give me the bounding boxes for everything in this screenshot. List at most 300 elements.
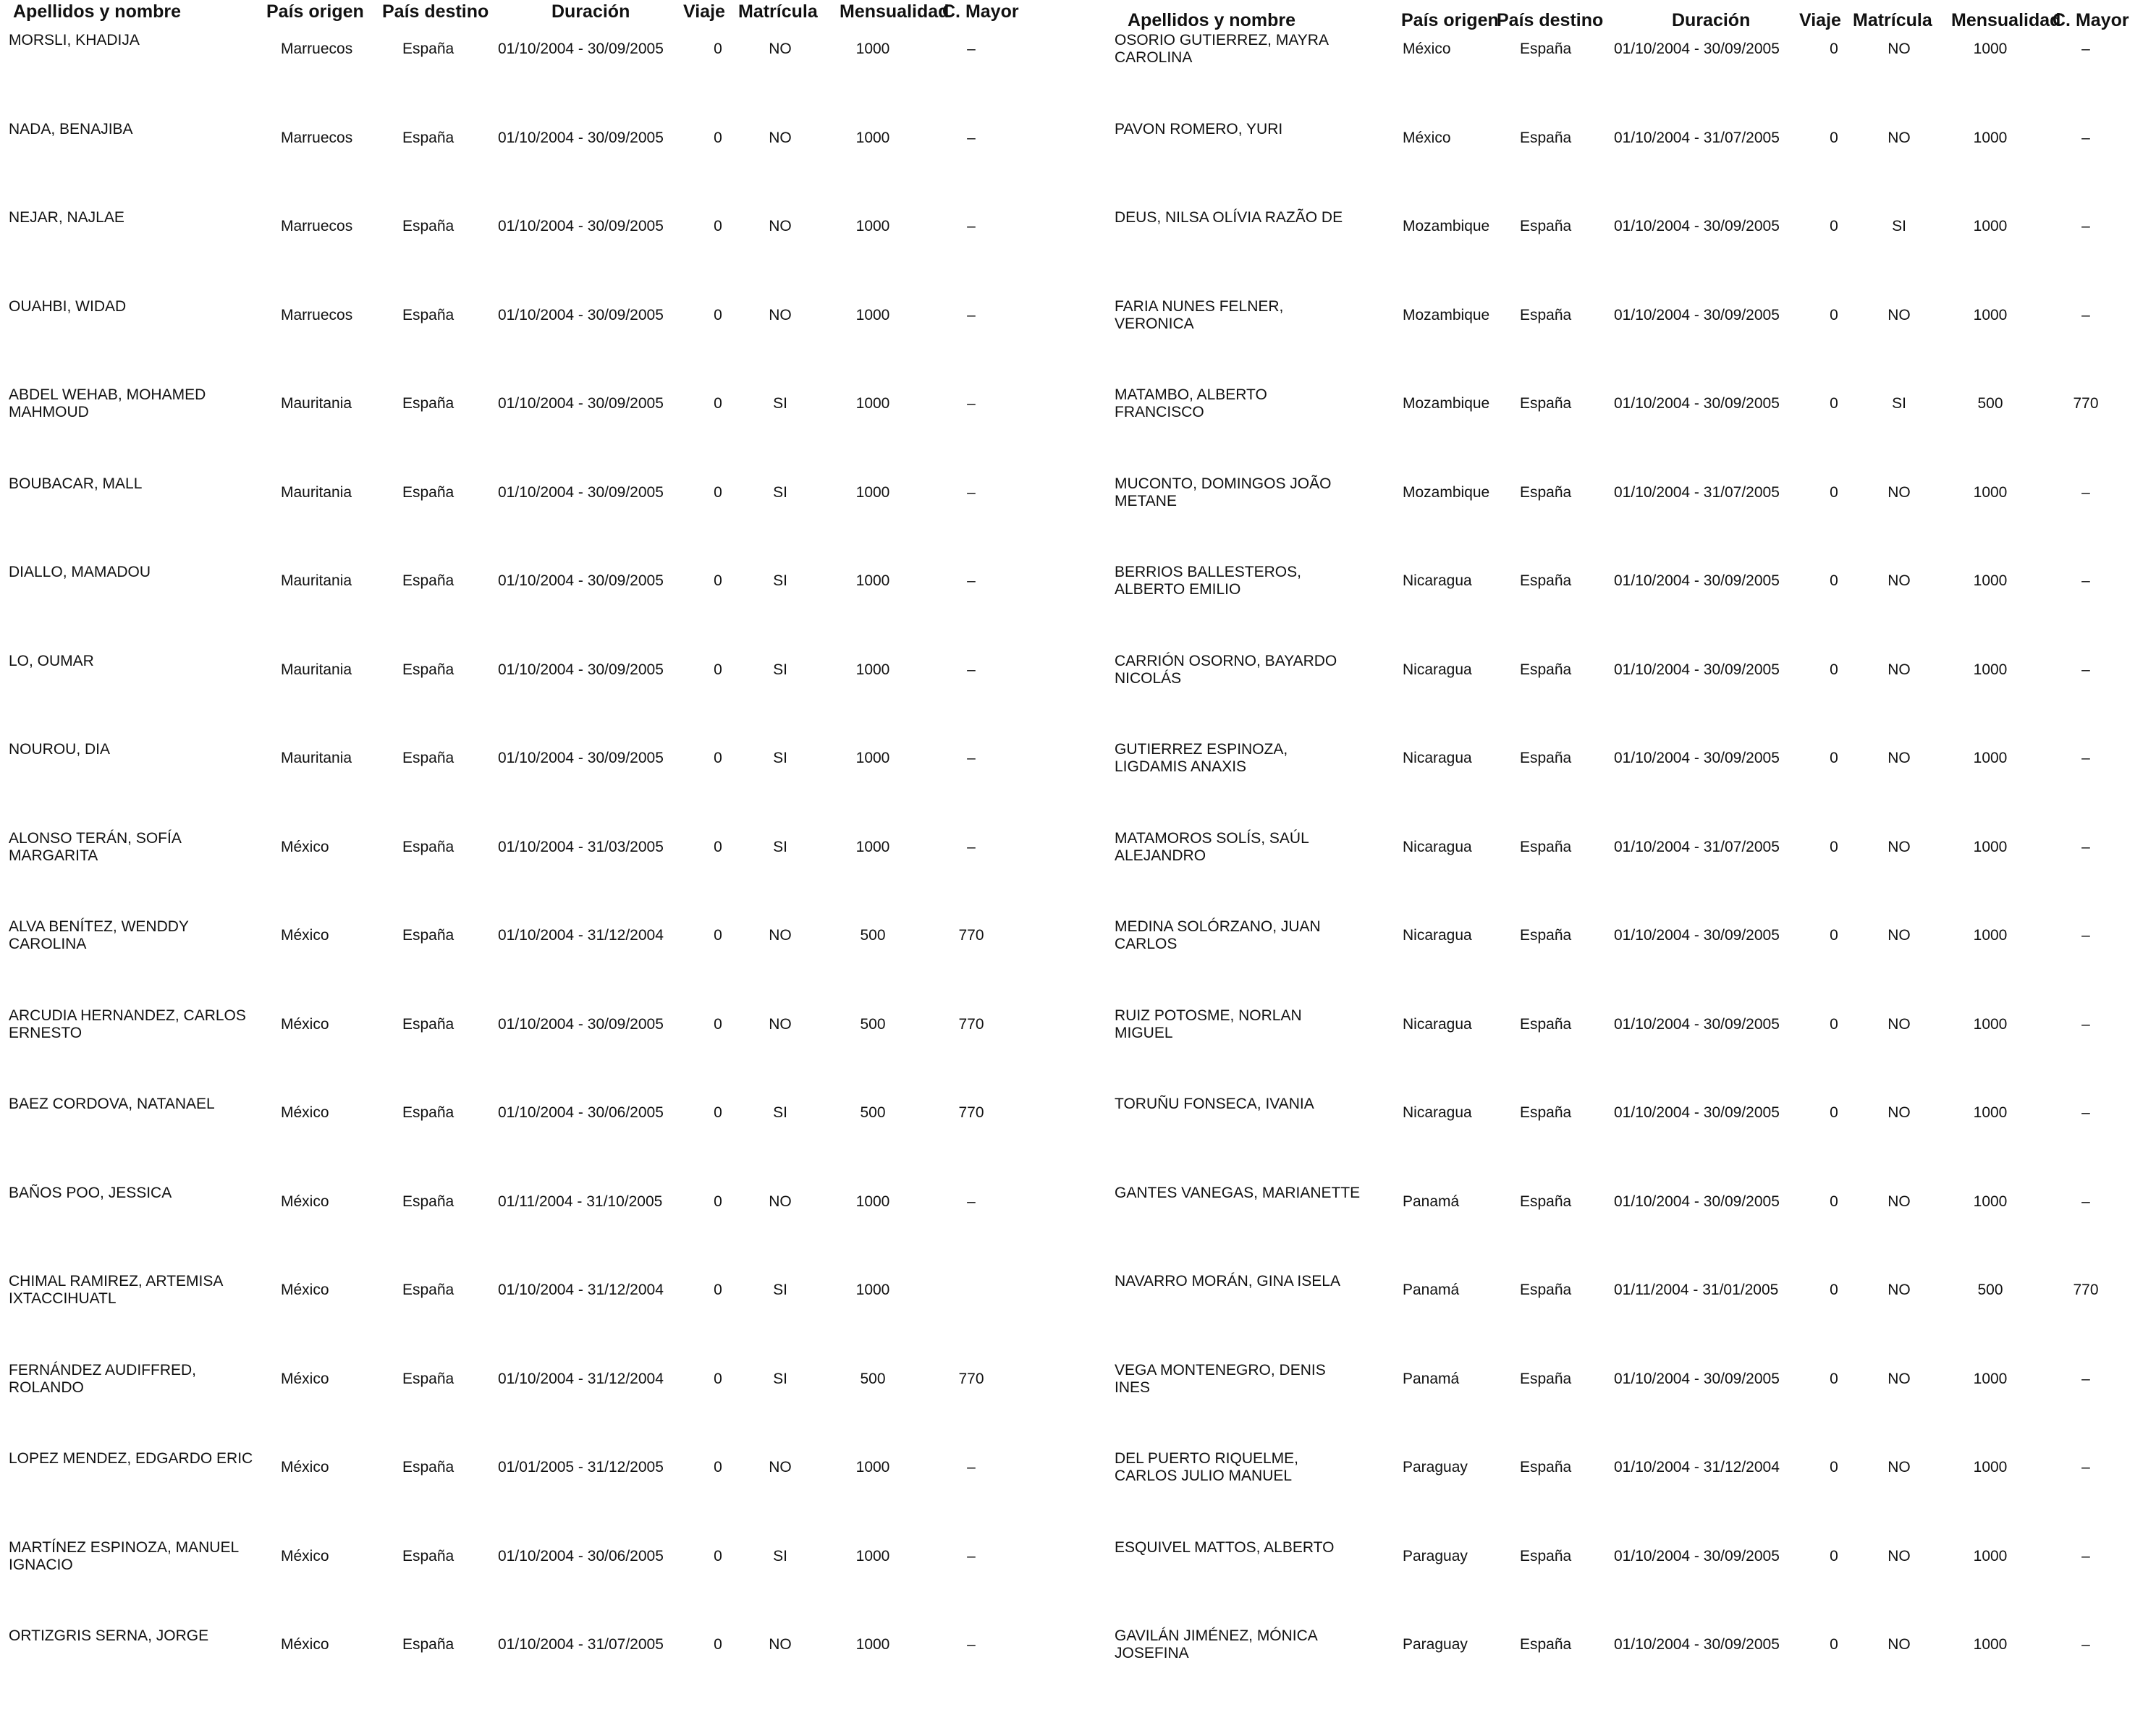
table-row	[1086, 1449, 2156, 1538]
cell-destination: España	[1520, 41, 1572, 57]
cell-name: FARIA NUNES FELNER, VERONICA	[1115, 297, 1284, 332]
cell-destination: España	[1520, 750, 1572, 766]
cell-mensualidad: 1000	[855, 838, 890, 855]
cell-duration: 01/10/2004 - 30/09/2005	[1614, 572, 1780, 589]
cell-duration: 01/10/2004 - 30/09/2005	[498, 661, 664, 678]
cell-origin: Mozambique	[1403, 218, 1490, 234]
cell-matricula: NO	[1887, 838, 1911, 855]
cell-origin: Nicaragua	[1403, 1104, 1472, 1121]
cell-origin: Nicaragua	[1403, 927, 1472, 944]
cell-c-mayor: –	[2081, 927, 2090, 944]
cell-viaje: 0	[714, 1282, 722, 1298]
cell-duration: 01/10/2004 - 30/06/2005	[498, 1104, 664, 1121]
table-row	[0, 474, 1071, 563]
cell-name: DEL PUERTO RIQUELME, CARLOS JULIO MANUEL	[1115, 1450, 1299, 1484]
cell-name: BAEZ CORDOVA, NATANAEL	[9, 1096, 215, 1112]
cell-duration: 01/10/2004 - 30/09/2005	[498, 750, 664, 766]
cell-matricula: NO	[1887, 306, 1911, 323]
cell-duration: 01/10/2004 - 31/07/2005	[1614, 483, 1780, 501]
cell-viaje: 0	[1830, 395, 1838, 412]
cell-duration: 01/10/2004 - 30/09/2005	[1614, 395, 1780, 412]
cell-name: NOUROU, DIA	[9, 741, 111, 758]
cell-origin: Marruecos	[281, 41, 353, 57]
cell-mensualidad: 1000	[1973, 306, 2008, 323]
cell-c-mayor: –	[967, 1193, 976, 1210]
cell-name: DIALLO, MAMADOU	[9, 564, 151, 580]
cell-viaje: 0	[714, 395, 722, 412]
cell-name: BOUBACAR, MALL	[9, 475, 143, 492]
cell-duration: 01/11/2004 - 31/10/2005	[498, 1193, 663, 1210]
cell-mensualidad: 1000	[855, 395, 890, 412]
cell-name: GUTIERREZ ESPINOZA, LIGDAMIS ANAXIS	[1115, 741, 1288, 775]
cell-c-mayor: –	[967, 129, 976, 146]
cell-mensualidad: 1000	[1973, 1104, 2008, 1121]
cell-c-mayor: 770	[958, 1015, 984, 1033]
cell-origin: Mauritania	[281, 395, 352, 412]
cell-mensualidad: 1000	[1973, 1015, 2008, 1033]
cell-duration: 01/11/2004 - 31/01/2005	[1614, 1282, 1779, 1298]
cell-destination: España	[1520, 661, 1572, 678]
cell-origin: México	[1403, 129, 1451, 146]
cell-origin: Mauritania	[281, 661, 352, 678]
cell-destination: España	[1520, 129, 1572, 146]
cell-duration: 01/10/2004 - 30/09/2005	[498, 572, 664, 589]
cell-matricula: NO	[769, 1015, 792, 1033]
cell-name: ALONSO TERÁN, SOFÍA MARGARITA	[9, 829, 181, 864]
cell-matricula: NO	[1887, 1459, 1911, 1475]
cell-origin: México	[281, 1547, 329, 1564]
cell-c-mayor: –	[967, 1547, 976, 1564]
cell-name: DEUS, NILSA OLÍVIA RAZÃO DE	[1115, 209, 1343, 226]
left-table-rows	[0, 30, 1071, 1669]
cell-matricula: NO	[1887, 1636, 1911, 1653]
cell-name: ESQUIVEL MATTOS, ALBERTO	[1115, 1538, 1335, 1556]
cell-viaje: 0	[1830, 218, 1838, 234]
cell-viaje: 0	[1830, 1370, 1838, 1387]
cell-matricula: SI	[773, 483, 787, 501]
cell-duration: 01/10/2004 - 31/12/2004	[1614, 1459, 1780, 1475]
cell-duration: 01/10/2004 - 30/09/2005	[498, 218, 664, 234]
header-destination: País destino	[382, 1, 489, 22]
cell-mensualidad: 1000	[1973, 927, 2008, 944]
cell-destination: España	[402, 927, 455, 944]
cell-name: ALVA BENÍTEZ, WENDDY CAROLINA	[9, 918, 189, 952]
cell-matricula: SI	[773, 1104, 787, 1121]
cell-duration: 01/10/2004 - 30/09/2005	[1614, 1636, 1780, 1653]
header-mensualidad: Mensualidad	[840, 1, 950, 22]
cell-destination: España	[402, 1104, 455, 1121]
cell-destination: España	[402, 1636, 455, 1653]
cell-mensualidad: 1000	[855, 218, 890, 234]
cell-viaje: 0	[1830, 306, 1838, 323]
cell-viaje: 0	[714, 1459, 722, 1475]
table-row	[1086, 651, 2156, 740]
cell-matricula: NO	[769, 1459, 792, 1475]
cell-mensualidad: 1000	[855, 1459, 890, 1475]
header-c-mayor: C. Mayor	[2053, 10, 2129, 30]
cell-c-mayor: –	[2081, 218, 2090, 234]
cell-destination: España	[1520, 1370, 1572, 1387]
cell-c-mayor: 770	[958, 927, 984, 944]
cell-viaje: 0	[714, 129, 722, 146]
cell-viaje: 0	[1830, 927, 1838, 944]
cell-destination: España	[1520, 572, 1572, 589]
table-row	[0, 297, 1071, 386]
table-row	[0, 1449, 1071, 1538]
cell-duration: 01/10/2004 - 30/09/2005	[1614, 1015, 1780, 1033]
cell-mensualidad: 1000	[1973, 1370, 2008, 1387]
table-row	[1086, 740, 2156, 829]
cell-matricula: NO	[769, 306, 792, 323]
cell-c-mayor: 770	[958, 1104, 984, 1121]
cell-destination: España	[402, 1015, 455, 1033]
cell-origin: Nicaragua	[1403, 572, 1472, 589]
header-name: Apellidos y nombre	[13, 1, 181, 22]
header-matricula: Matrícula	[1853, 10, 1932, 30]
cell-origin: México	[281, 1193, 329, 1210]
cell-destination: España	[402, 661, 455, 678]
table-row	[0, 1271, 1071, 1360]
cell-name: RUIZ POTOSME, NORLAN MIGUEL	[1115, 1007, 1302, 1041]
cell-matricula: NO	[1887, 1104, 1911, 1121]
table-row	[0, 1094, 1071, 1183]
cell-c-mayor: 770	[2073, 1282, 2099, 1298]
cell-c-mayor: –	[2081, 1547, 2090, 1564]
table-row	[1086, 474, 2156, 563]
header-viaje: Viaje	[1799, 10, 1841, 30]
header-origin: País origen	[266, 1, 364, 22]
cell-mensualidad: 1000	[1973, 41, 2008, 57]
table-row	[1086, 829, 2156, 918]
cell-name: NAVARRO MORÁN, GINA ISELA	[1115, 1273, 1340, 1290]
cell-c-mayor: –	[2081, 41, 2090, 57]
cell-c-mayor: –	[2081, 572, 2090, 589]
cell-mensualidad: 1000	[855, 572, 890, 589]
cell-viaje: 0	[1830, 1104, 1838, 1121]
cell-name: MUCONTO, DOMINGOS JOÃO METANE	[1115, 475, 1332, 509]
cell-viaje: 0	[1830, 750, 1838, 766]
cell-mensualidad: 1000	[855, 483, 890, 501]
cell-name: MORSLI, KHADIJA	[9, 32, 140, 48]
header-origin: País origen	[1401, 10, 1499, 30]
cell-mensualidad: 1000	[1973, 483, 2008, 501]
cell-mensualidad: 500	[860, 1370, 886, 1387]
cell-destination: España	[402, 838, 455, 855]
cell-origin: Mozambique	[1403, 306, 1490, 323]
cell-viaje: 0	[714, 927, 722, 944]
cell-mensualidad: 1000	[855, 1193, 890, 1210]
cell-origin: Nicaragua	[1403, 750, 1472, 766]
cell-matricula: SI	[773, 572, 787, 589]
cell-matricula: SI	[773, 1547, 787, 1564]
cell-mensualidad: 500	[860, 1015, 886, 1033]
table-row	[0, 562, 1071, 651]
cell-mensualidad: 1000	[855, 306, 890, 323]
cell-name: OSORIO GUTIERREZ, MAYRA CAROLINA	[1115, 32, 1328, 66]
cell-mensualidad: 1000	[855, 129, 890, 146]
cell-destination: España	[402, 1370, 455, 1387]
cell-destination: España	[1520, 1104, 1572, 1121]
cell-duration: 01/10/2004 - 30/09/2005	[1614, 218, 1780, 234]
cell-name: ORTIZGRIS SERNA, JORGE	[9, 1627, 209, 1644]
cell-name: PAVON ROMERO, YURI	[1115, 120, 1283, 137]
table-row	[1086, 208, 2156, 297]
cell-matricula: NO	[1887, 1370, 1911, 1387]
cell-name: VEGA MONTENEGRO, DENIS INES	[1115, 1361, 1326, 1396]
cell-origin: Mauritania	[281, 483, 352, 501]
cell-name: FERNÁNDEZ AUDIFFRED, ROLANDO	[9, 1361, 197, 1396]
cell-duration: 01/10/2004 - 30/09/2005	[1614, 306, 1780, 323]
cell-origin: México	[281, 1459, 329, 1475]
table-row	[0, 208, 1071, 297]
cell-mensualidad: 500	[1977, 1282, 2003, 1298]
cell-duration: 01/10/2004 - 30/06/2005	[498, 1547, 664, 1564]
cell-matricula: NO	[1887, 41, 1911, 57]
cell-origin: Mauritania	[281, 750, 352, 766]
cell-name: OUAHBI, WIDAD	[9, 297, 127, 315]
cell-viaje: 0	[714, 1193, 722, 1210]
cell-viaje: 0	[1830, 661, 1838, 678]
cell-destination: España	[402, 1547, 455, 1564]
cell-c-mayor: –	[967, 1459, 976, 1475]
cell-matricula: SI	[773, 1282, 787, 1298]
cell-matricula: SI	[1892, 395, 1906, 412]
cell-matricula: NO	[1887, 483, 1911, 501]
cell-duration: 01/10/2004 - 31/07/2005	[1614, 838, 1780, 855]
cell-viaje: 0	[714, 661, 722, 678]
cell-mensualidad: 1000	[855, 1636, 890, 1653]
cell-name: NADA, BENAJIBA	[9, 120, 133, 137]
cell-destination: España	[402, 41, 455, 57]
cell-destination: España	[402, 306, 455, 323]
right-table-rows	[1086, 30, 2156, 1669]
cell-c-mayor: –	[967, 483, 976, 501]
header-duration: Duración	[1672, 10, 1751, 30]
cell-destination: España	[1520, 1459, 1572, 1475]
header-duration: Duración	[551, 1, 630, 22]
table-row	[0, 1626, 1071, 1715]
cell-mensualidad: 500	[860, 1104, 886, 1121]
cell-matricula: NO	[1887, 572, 1911, 589]
cell-origin: Marruecos	[281, 129, 353, 146]
cell-destination: España	[1520, 1282, 1572, 1298]
cell-c-mayor: –	[967, 572, 976, 589]
cell-origin: México	[281, 1370, 329, 1387]
cell-name: ABDEL WEHAB, MOHAMED MAHMOUD	[9, 386, 206, 420]
cell-destination: España	[402, 129, 455, 146]
cell-duration: 01/10/2004 - 31/03/2005	[498, 838, 664, 855]
cell-name: GANTES VANEGAS, MARIANETTE	[1115, 1184, 1361, 1201]
cell-duration: 01/10/2004 - 31/07/2005	[498, 1636, 664, 1653]
cell-duration: 01/10/2004 - 30/09/2005	[1614, 1104, 1780, 1121]
cell-origin: México	[281, 1636, 329, 1653]
cell-duration: 01/10/2004 - 31/07/2005	[1614, 129, 1780, 146]
cell-origin: Marruecos	[281, 306, 353, 323]
cell-destination: España	[1520, 306, 1572, 323]
cell-c-mayor: –	[967, 41, 976, 57]
cell-matricula: NO	[1887, 750, 1911, 766]
cell-name: NEJAR, NAJLAE	[9, 209, 124, 226]
cell-origin: Mozambique	[1403, 395, 1490, 412]
header-viaje: Viaje	[683, 1, 725, 22]
cell-c-mayor: –	[2081, 483, 2090, 501]
cell-c-mayor: –	[967, 838, 976, 855]
cell-origin: Paraguay	[1403, 1636, 1468, 1653]
cell-origin: Panamá	[1403, 1193, 1460, 1210]
table-row	[0, 1360, 1071, 1449]
cell-destination: España	[1520, 1547, 1572, 1564]
cell-duration: 01/10/2004 - 30/09/2005	[1614, 661, 1780, 678]
table-row	[1086, 917, 2156, 1006]
cell-origin: México	[281, 838, 329, 855]
table-row	[1086, 119, 2156, 208]
cell-c-mayor: –	[2081, 1370, 2090, 1387]
cell-name: MATAMBO, ALBERTO FRANCISCO	[1115, 386, 1267, 420]
cell-name: BAÑOS POO, JESSICA	[9, 1184, 172, 1201]
table-row	[1086, 1094, 2156, 1183]
cell-c-mayor: –	[2081, 306, 2090, 323]
cell-viaje: 0	[714, 483, 722, 501]
cell-viaje: 0	[1830, 1459, 1838, 1475]
cell-viaje: 0	[714, 838, 722, 855]
cell-matricula: NO	[769, 41, 792, 57]
cell-mensualidad: 1000	[1973, 1636, 2008, 1653]
cell-origin: Mauritania	[281, 572, 352, 589]
cell-duration: 01/10/2004 - 30/09/2005	[1614, 750, 1780, 766]
cell-destination: España	[402, 1193, 455, 1210]
cell-viaje: 0	[714, 1547, 722, 1564]
cell-mensualidad: 1000	[855, 1547, 890, 1564]
table-row	[0, 917, 1071, 1006]
cell-c-mayor: –	[2081, 129, 2090, 146]
table-row	[0, 829, 1071, 918]
cell-c-mayor: –	[967, 218, 976, 234]
cell-viaje: 0	[1830, 483, 1838, 501]
cell-name: BERRIOS BALLESTEROS, ALBERTO EMILIO	[1115, 564, 1301, 598]
cell-destination: España	[402, 483, 455, 501]
cell-viaje: 0	[1830, 1547, 1838, 1564]
cell-duration: 01/10/2004 - 30/09/2005	[498, 41, 664, 57]
table-row	[0, 1183, 1071, 1272]
cell-c-mayor: –	[967, 1636, 976, 1653]
cell-destination: España	[1520, 218, 1572, 234]
cell-matricula: SI	[773, 750, 787, 766]
cell-duration: 01/10/2004 - 30/09/2005	[1614, 41, 1780, 57]
table-row	[0, 119, 1071, 208]
table-row	[0, 651, 1071, 740]
cell-duration: 01/10/2004 - 31/12/2004	[498, 1282, 664, 1298]
cell-origin: México	[281, 1015, 329, 1033]
table-row	[0, 385, 1071, 474]
cell-viaje: 0	[714, 41, 722, 57]
cell-c-mayor: –	[967, 750, 976, 766]
table-row	[0, 1006, 1071, 1095]
table-row	[0, 740, 1071, 829]
cell-destination: España	[402, 572, 455, 589]
cell-duration: 01/10/2004 - 30/09/2005	[498, 306, 664, 323]
cell-viaje: 0	[714, 1015, 722, 1033]
cell-c-mayor: –	[2081, 1459, 2090, 1475]
cell-duration: 01/10/2004 - 30/09/2005	[498, 395, 664, 412]
cell-viaje: 0	[1830, 1015, 1838, 1033]
cell-name: MATAMOROS SOLÍS, SAÚL ALEJANDRO	[1115, 829, 1309, 864]
cell-viaje: 0	[714, 306, 722, 323]
cell-origin: Panamá	[1403, 1370, 1460, 1387]
left-table-header	[0, 0, 1071, 29]
cell-duration: 01/10/2004 - 30/09/2005	[498, 483, 664, 501]
cell-c-mayor: 770	[958, 1370, 984, 1387]
cell-c-mayor: –	[2081, 838, 2090, 855]
cell-matricula: SI	[773, 838, 787, 855]
cell-name: LOPEZ MENDEZ, EDGARDO ERIC	[9, 1450, 253, 1467]
cell-mensualidad: 1000	[1973, 218, 2008, 234]
cell-matricula: SI	[773, 661, 787, 678]
cell-name: MEDINA SOLÓRZANO, JUAN CARLOS	[1115, 918, 1321, 952]
cell-origin: México	[281, 1282, 329, 1298]
header-matricula: Matrícula	[738, 1, 818, 22]
cell-destination: España	[1520, 838, 1572, 855]
cell-c-mayor: –	[967, 395, 976, 412]
header-mensualidad: Mensualidad	[1951, 10, 2061, 30]
cell-viaje: 0	[1830, 838, 1838, 855]
cell-viaje: 0	[1830, 572, 1838, 589]
table-row	[1086, 1271, 2156, 1360]
cell-name: CHIMAL RAMIREZ, ARTEMISA IXTACCIHUATL	[9, 1273, 223, 1307]
cell-mensualidad: 1000	[1973, 572, 2008, 589]
cell-mensualidad: 1000	[855, 41, 890, 57]
cell-viaje: 0	[1830, 1636, 1838, 1653]
cell-matricula: SI	[773, 395, 787, 412]
cell-mensualidad: 500	[860, 927, 886, 944]
cell-origin: Paraguay	[1403, 1547, 1468, 1564]
cell-c-mayor: –	[967, 661, 976, 678]
table-row	[1086, 30, 2156, 119]
cell-matricula: SI	[773, 1370, 787, 1387]
cell-matricula: NO	[1887, 1193, 1911, 1210]
cell-duration: 01/10/2004 - 30/09/2005	[1614, 1547, 1780, 1564]
cell-viaje: 0	[1830, 1193, 1838, 1210]
cell-duration: 01/01/2005 - 31/12/2005	[498, 1459, 664, 1475]
cell-c-mayor: –	[2081, 1015, 2090, 1033]
cell-c-mayor: 770	[2073, 395, 2099, 412]
cell-matricula: NO	[769, 927, 792, 944]
cell-c-mayor: –	[967, 306, 976, 323]
table-row	[1086, 562, 2156, 651]
header-destination: País destino	[1497, 10, 1604, 30]
cell-matricula: SI	[1892, 218, 1906, 234]
cell-destination: España	[1520, 927, 1572, 944]
cell-viaje: 0	[714, 572, 722, 589]
table-row	[1086, 1360, 2156, 1449]
left-table	[0, 0, 1071, 1672]
cell-matricula: NO	[769, 129, 792, 146]
table-row	[1086, 385, 2156, 474]
cell-duration: 01/10/2004 - 31/12/2004	[498, 1370, 664, 1387]
cell-origin: México	[281, 1104, 329, 1121]
cell-destination: España	[402, 750, 455, 766]
cell-viaje: 0	[714, 750, 722, 766]
cell-origin: Panamá	[1403, 1282, 1460, 1298]
cell-viaje: 0	[714, 1370, 722, 1387]
table-row	[0, 1538, 1071, 1627]
cell-destination: España	[402, 218, 455, 234]
cell-viaje: 0	[714, 1104, 722, 1121]
cell-matricula: NO	[1887, 1015, 1911, 1033]
cell-destination: España	[402, 395, 455, 412]
cell-matricula: NO	[769, 1636, 792, 1653]
cell-name: CARRIÓN OSORNO, BAYARDO NICOLÁS	[1115, 652, 1337, 687]
table-row	[1086, 1538, 2156, 1627]
